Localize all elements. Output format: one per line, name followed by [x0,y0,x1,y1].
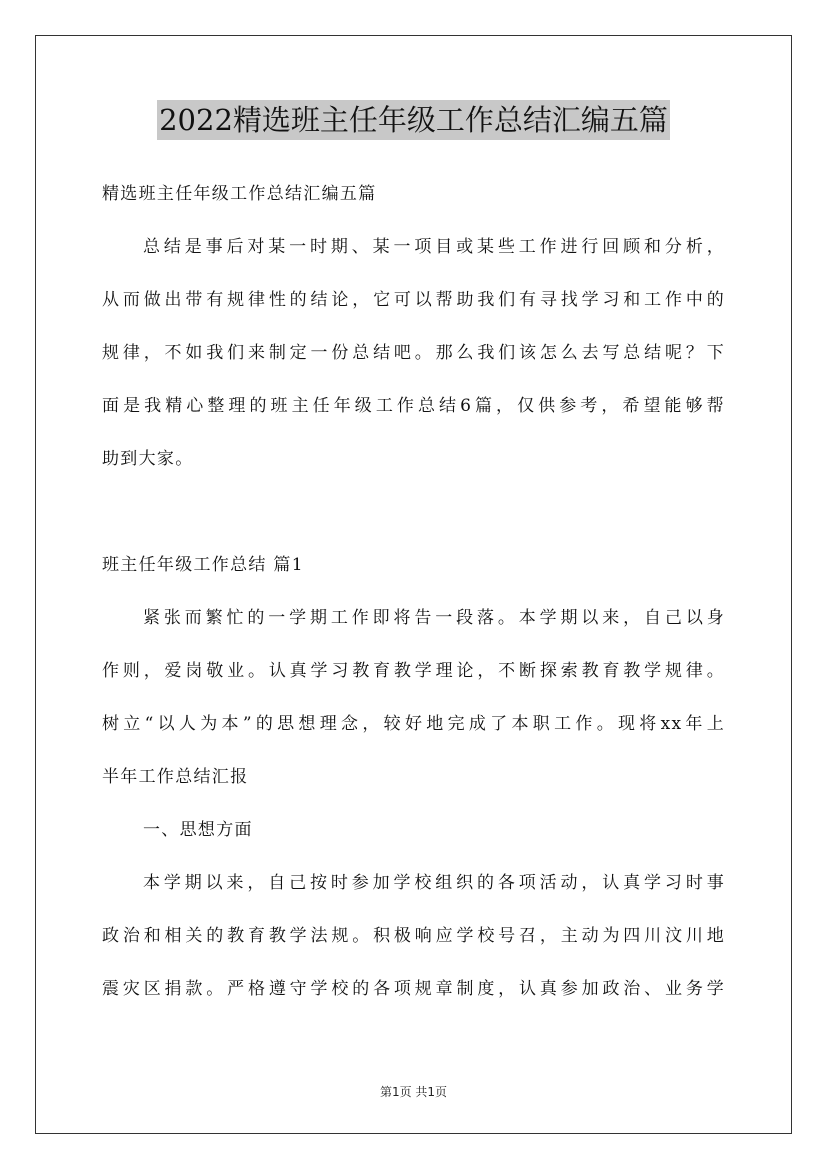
blank-line [102,486,725,539]
intro-line: 从而做出带有规律性的结论，它可以帮助我们有寻找学习和工作中的 [102,290,725,310]
document-title: 2022精选班主任年级工作总结汇编五篇 [157,100,670,140]
paragraph-line: 半年工作总结汇报 [102,767,249,787]
intro-line: 助到大家。 [102,449,194,469]
document-subtitle: 精选班主任年级工作总结汇编五篇 [102,184,377,204]
paragraph-line: 震灾区捐款。严格遵守学校的各项规章制度，认真参加政治、业务学 [102,979,725,999]
intro-line: 面是我精心整理的班主任年级工作总结6篇，仅供参考，希望能够帮 [102,396,725,416]
document-body [102,168,725,1016]
paragraph-line: 树立“以人为本”的思想理念，较好地完成了本职工作。现将xx年上 [102,714,725,734]
sub-heading: 一、思想方面 [143,820,253,840]
paragraph-line: 作则，爱岗敬业。认真学习教育教学理论，不断探索教育教学规律。 [102,661,725,681]
intro-line: 总结是事后对某一时期、某一项目或某些工作进行回顾和分析， [143,237,725,257]
intro-line: 规律，不如我们来制定一份总结吧。那么我们该怎么去写总结呢？下 [102,343,725,363]
title-area [0,100,827,140]
page-number: 第1页 共1页 [379,1085,448,1099]
paragraph-line: 政治和相关的教育教学法规。积极响应学校号召，主动为四川汶川地 [102,926,725,946]
paragraph-line: 本学期以来，自己按时参加学校组织的各项活动，认真学习时事 [143,873,725,893]
section-heading: 班主任年级工作总结 篇1 [102,555,304,575]
paragraph-line: 紧张而繁忙的一学期工作即将告一段落。本学期以来，自己以身 [143,608,725,628]
page-footer [0,1083,827,1100]
